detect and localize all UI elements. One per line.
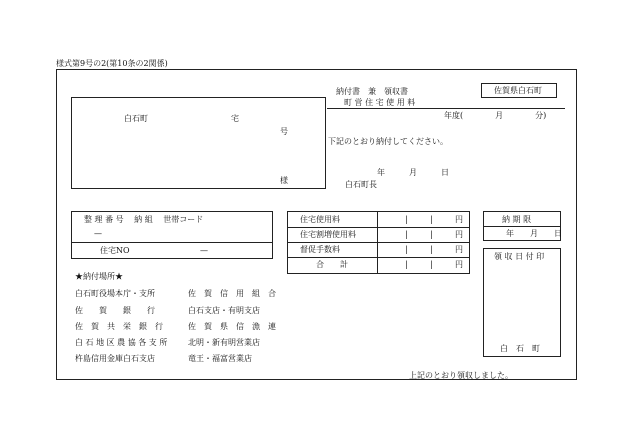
fee-sep: | bbox=[405, 260, 408, 269]
payment-place-left: 佐 賀 共 栄 銀 行 bbox=[75, 322, 163, 331]
issuer-name: 佐賀県白石町 bbox=[494, 86, 542, 95]
house-no-dash: — bbox=[200, 246, 208, 255]
fee-sep: | bbox=[405, 215, 408, 224]
payment-notice: 下記のとおり納付してください。 bbox=[328, 137, 448, 146]
address-residence: 宅 bbox=[231, 114, 239, 123]
payment-places-title: ★納付場所★ bbox=[75, 272, 123, 281]
fee-unit: 円 bbox=[455, 245, 463, 254]
fee-row-divider-3 bbox=[288, 257, 469, 258]
fee-unit: 円 bbox=[455, 260, 463, 269]
house-no-label: 住宅NO bbox=[100, 246, 130, 255]
fee-type: 町 営 住 宅 使 用 料 bbox=[344, 98, 416, 107]
fee-row-divider-1 bbox=[288, 227, 469, 228]
fee-label-total: 合 計 bbox=[316, 260, 348, 269]
fee-sep: | bbox=[430, 260, 433, 269]
reference-row-divider bbox=[72, 242, 272, 243]
form-frame bbox=[56, 69, 577, 380]
payment-place-left: 佐 賀 銀 行 bbox=[75, 306, 155, 315]
fee-sep: | bbox=[430, 230, 433, 239]
mayor-title: 白石町長 bbox=[345, 180, 377, 189]
due-date-label: 納 期 限 bbox=[502, 215, 532, 224]
payment-place-right: 竜王・福富営業店 bbox=[188, 354, 252, 363]
fee-sep: | bbox=[430, 215, 433, 224]
due-date-value: 年 月 日 bbox=[506, 229, 562, 238]
fee-unit: 円 bbox=[455, 215, 463, 224]
fee-sep: | bbox=[430, 245, 433, 254]
payment-place-right: 佐 賀 県 信 漁 連 bbox=[188, 322, 276, 331]
fee-label-surcharge: 住宅割増使用料 bbox=[300, 230, 356, 239]
payment-place-left: 白 石 地 区 農 協 各 支 所 bbox=[75, 338, 168, 347]
issue-date: 年 月 日 bbox=[377, 168, 449, 177]
payment-place-right: 白石支店・有明支店 bbox=[188, 306, 260, 315]
address-box bbox=[71, 97, 326, 189]
doc-type: 納付書 兼 領収書 bbox=[336, 87, 408, 96]
due-date-box bbox=[483, 211, 561, 241]
reference-table bbox=[71, 211, 273, 259]
receipt-stamp-town: 白 石 町 bbox=[500, 344, 540, 353]
fee-row-divider-2 bbox=[288, 242, 469, 243]
address-number: 号 bbox=[280, 127, 288, 136]
fee-unit: 円 bbox=[455, 230, 463, 239]
payment-place-left: 杵島信用金庫白石支店 bbox=[75, 354, 155, 363]
fiscal-year: 年度( 月 分) bbox=[444, 111, 547, 120]
address-honorific: 様 bbox=[280, 176, 288, 185]
form-label: 様式第9号の2(第10条の2関係) bbox=[56, 59, 168, 68]
receipt-stamp-label: 領 収 日 付 印 bbox=[494, 252, 545, 261]
receipt-confirmation: 上記のとおり領収しました。 bbox=[409, 371, 513, 380]
header-rule bbox=[327, 108, 565, 109]
reference-dash: — bbox=[94, 229, 102, 238]
fee-label-rent: 住宅使用料 bbox=[300, 215, 340, 224]
payment-place-left: 白石町役場本庁・支所 bbox=[75, 289, 155, 298]
fee-sep: | bbox=[405, 245, 408, 254]
fee-sep: | bbox=[405, 230, 408, 239]
payment-place-right: 北明・新有明営業店 bbox=[188, 338, 260, 347]
receipt-stamp-box bbox=[483, 248, 561, 357]
fee-table bbox=[287, 211, 470, 274]
fee-label-reminder: 督促手数料 bbox=[300, 245, 340, 254]
address-town: 白石町 bbox=[124, 114, 148, 123]
due-date-divider bbox=[484, 226, 560, 227]
payment-place-right: 佐 賀 信 用 組 合 bbox=[188, 289, 276, 298]
issuer-box bbox=[481, 83, 557, 98]
reference-header: 整 理 番 号 納 組 世帯コード bbox=[84, 215, 204, 224]
